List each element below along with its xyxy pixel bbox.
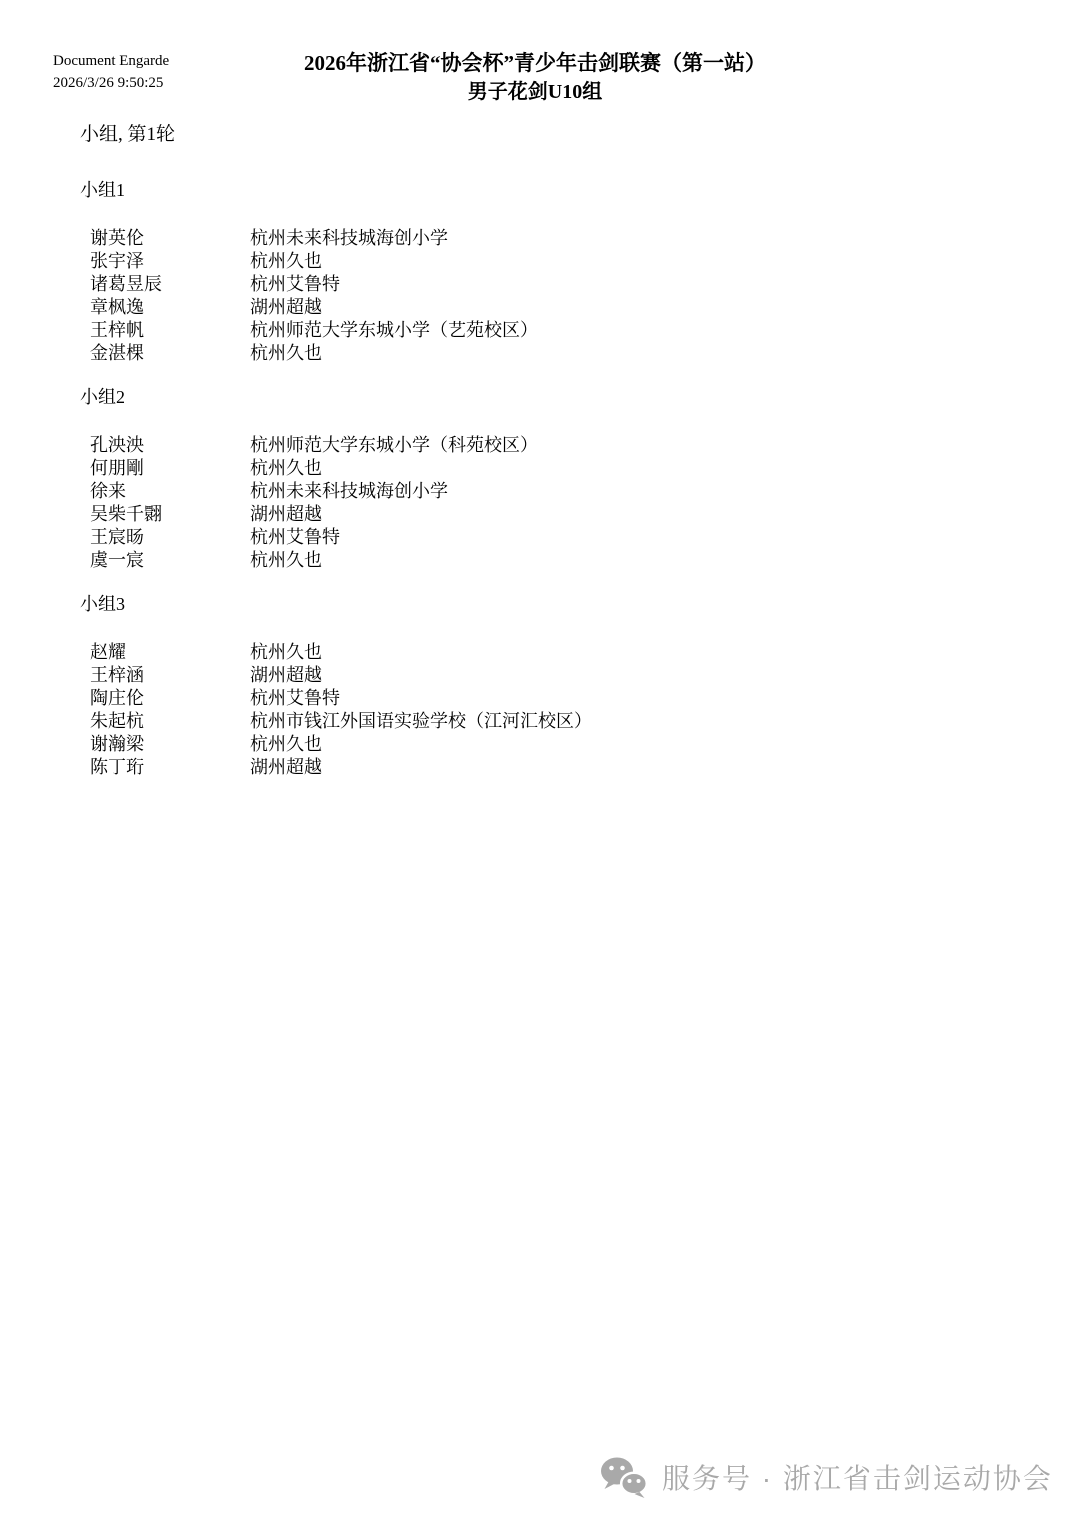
print-timestamp: 2026/3/26 9:50:25 [53,75,164,91]
group-label: 小组1 [80,180,125,200]
member-name: 孔泱泱 [90,435,144,455]
member-club: 杭州久也 [250,343,322,363]
page-subtitle: 男子花剑U10组 [467,81,603,103]
member-name: 诸葛昱辰 [90,274,162,294]
member-name: 徐来 [90,481,126,501]
member-club: 湖州超越 [250,665,322,685]
member-name: 陈丁珩 [90,757,144,777]
member-club: 湖州超越 [250,504,322,524]
group-label: 小组3 [80,594,125,614]
member-name: 虞一宸 [90,550,144,570]
member-name: 王梓帆 [90,320,144,340]
member-row [80,687,1020,710]
footer [598,1454,1053,1500]
member-row [80,756,1020,779]
group-1 [80,180,1020,365]
member-club: 杭州艾鲁特 [250,274,340,294]
member-row [80,664,1020,687]
member-club: 杭州未来科技城海创小学 [250,481,448,501]
member-name: 张宇泽 [90,251,144,271]
member-row [80,227,1020,250]
group-members [80,434,1020,572]
member-name: 朱起杭 [90,711,144,731]
group-2 [80,387,1020,572]
member-row [80,503,1020,526]
member-name: 陶庄伦 [90,688,144,708]
member-row [80,641,1020,664]
member-row [80,319,1020,342]
member-row [80,250,1020,273]
member-club: 杭州久也 [250,550,322,570]
member-club: 杭州久也 [250,251,322,271]
wechat-icon [598,1454,650,1500]
member-name: 何朋剛 [90,458,144,478]
member-club: 湖州超越 [250,297,322,317]
member-club: 杭州艾鲁特 [250,527,340,547]
member-club: 杭州未来科技城海创小学 [250,228,448,248]
footer-source-label: 服务号 · 浙江省击剑运动协会 [662,1463,1053,1494]
member-row [80,733,1020,756]
member-row [80,273,1020,296]
member-club: 杭州师范大学东城小学（艺苑校区） [250,320,538,340]
member-name: 谢英伦 [90,228,144,248]
member-club: 杭州久也 [250,642,322,662]
member-name: 吴柴千翾 [90,504,162,524]
group-label: 小组2 [80,387,125,407]
member-name: 赵耀 [90,642,126,662]
member-club: 杭州艾鲁特 [250,688,340,708]
member-club: 杭州市钱江外国语实验学校（江河汇校区） [250,711,592,731]
member-row [80,549,1020,572]
member-club: 杭州师范大学东城小学（科苑校区） [250,435,538,455]
member-name: 章枫逸 [90,297,144,317]
group-3 [80,594,1020,779]
title-block [0,48,1070,106]
member-row [80,342,1020,365]
member-name: 王梓涵 [90,665,144,685]
member-row [80,296,1020,319]
member-name: 王宸旸 [90,527,144,547]
group-members [80,641,1020,779]
member-club: 杭州久也 [250,734,322,754]
section-title: 小组, 第1轮 [80,124,176,145]
member-name: 谢瀚梁 [90,734,144,754]
member-name: 金湛棵 [90,343,144,363]
member-row [80,457,1020,480]
group-members [80,227,1020,365]
member-club: 湖州超越 [250,757,322,777]
page-title: 2026年浙江省“协会杯”青少年击剑联赛（第一站） [304,51,766,75]
member-row [80,710,1020,733]
generator-label: Document Engarde [53,53,170,69]
member-row [80,434,1020,457]
member-row [80,526,1020,549]
member-club: 杭州久也 [250,458,322,478]
member-row [80,480,1020,503]
groups-content [80,180,1020,801]
